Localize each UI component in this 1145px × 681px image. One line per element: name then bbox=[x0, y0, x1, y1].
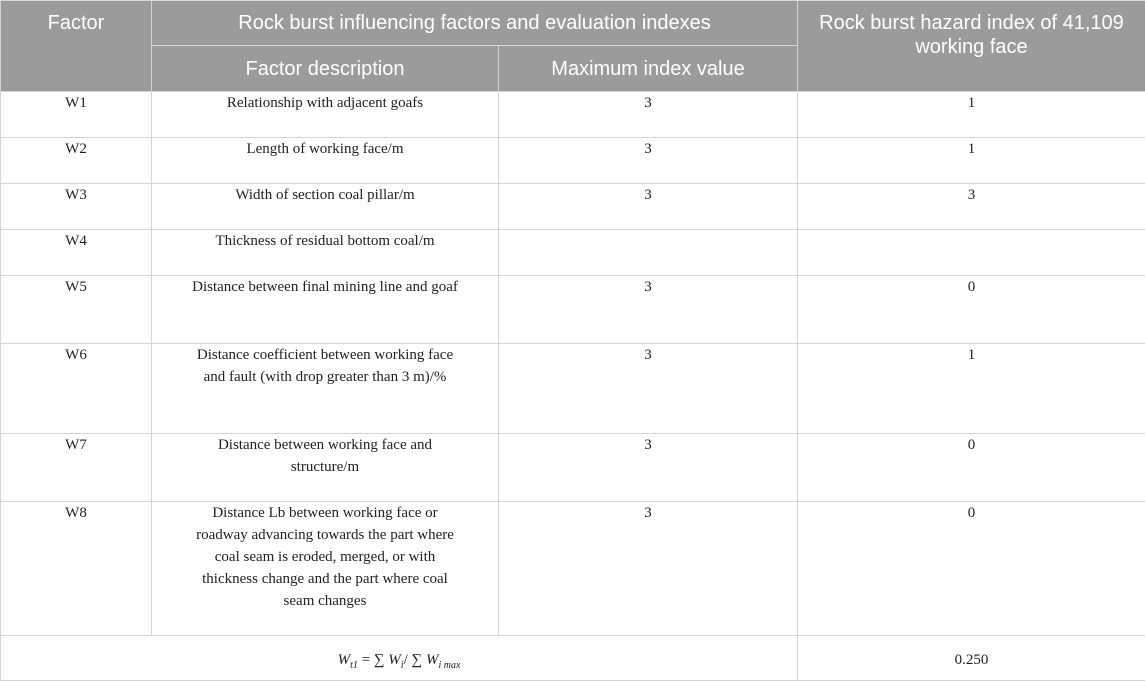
description-cell: Distance Lb between working face or roadway advancing towards the part where coal seam is eroded, merged, or with thickness change and the part where coal seam changes bbox=[152, 502, 499, 636]
max-index-cell bbox=[499, 230, 798, 276]
formula-t1: t1 bbox=[350, 660, 358, 671]
formula-w: W bbox=[338, 652, 351, 668]
header-description: Factor description bbox=[152, 46, 499, 92]
table-row bbox=[1, 184, 1145, 230]
formula-slash: / bbox=[404, 652, 408, 668]
header-hazard: Rock burst hazard index of 41,109 working face bbox=[798, 1, 1145, 92]
max-index-cell: 3 bbox=[499, 344, 798, 434]
header-group: Rock burst influencing factors and evaluation indexes bbox=[152, 1, 798, 46]
formula-wi: W bbox=[388, 652, 401, 668]
description-cell: Distance between working face and structure/m bbox=[152, 434, 499, 502]
formula-text bbox=[338, 652, 461, 668]
header-max-index: Maximum index value bbox=[499, 46, 798, 92]
description-cell: Thickness of residual bottom coal/m bbox=[152, 230, 499, 276]
table-row bbox=[1, 92, 1145, 138]
table-header bbox=[1, 1, 1145, 92]
hazard-cell: 0 bbox=[798, 502, 1145, 636]
max-index-cell: 3 bbox=[499, 138, 798, 184]
hazard-cell: 1 bbox=[798, 138, 1145, 184]
description-cell: Distance between final mining line and goaf bbox=[152, 276, 499, 344]
max-index-cell: 3 bbox=[499, 276, 798, 344]
hazard-cell: 1 bbox=[798, 92, 1145, 138]
summary-formula bbox=[1, 636, 798, 681]
max-index-cell: 3 bbox=[499, 184, 798, 230]
factor-cell: W5 bbox=[1, 276, 152, 344]
header-factor: Factor bbox=[1, 1, 152, 92]
factor-cell: W6 bbox=[1, 344, 152, 434]
table-row bbox=[1, 138, 1145, 184]
factor-cell: W8 bbox=[1, 502, 152, 636]
hazard-cell bbox=[798, 230, 1145, 276]
hazard-cell: 3 bbox=[798, 184, 1145, 230]
table-row bbox=[1, 434, 1145, 502]
factor-cell: W2 bbox=[1, 138, 152, 184]
formula-i: i bbox=[401, 660, 404, 671]
summary-value: 0.250 bbox=[798, 636, 1145, 681]
formula-equals: = bbox=[362, 652, 370, 668]
table-row bbox=[1, 344, 1145, 434]
description-cell: Width of section coal pillar/m bbox=[152, 184, 499, 230]
factor-cell: W4 bbox=[1, 230, 152, 276]
factor-cell: W1 bbox=[1, 92, 152, 138]
summary-row bbox=[1, 636, 1145, 681]
table-row bbox=[1, 230, 1145, 276]
table-row bbox=[1, 276, 1145, 344]
max-index-cell: 3 bbox=[499, 502, 798, 636]
factor-cell: W7 bbox=[1, 434, 152, 502]
formula-sum-2: ∑ bbox=[412, 652, 423, 668]
description-cell: Length of working face/m bbox=[152, 138, 499, 184]
description-cell: Relationship with adjacent goafs bbox=[152, 92, 499, 138]
max-index-cell: 3 bbox=[499, 434, 798, 502]
table-row bbox=[1, 502, 1145, 636]
max-index-cell: 3 bbox=[499, 92, 798, 138]
formula-imax: i max bbox=[438, 660, 460, 671]
factor-cell: W3 bbox=[1, 184, 152, 230]
hazard-cell: 0 bbox=[798, 434, 1145, 502]
description-cell: Distance coefficient between working face and fault (with drop greater than 3 m)/% bbox=[152, 344, 499, 434]
hazard-cell: 1 bbox=[798, 344, 1145, 434]
table-body bbox=[1, 92, 1145, 681]
hazard-cell: 0 bbox=[798, 276, 1145, 344]
formula-wimax: W bbox=[426, 652, 439, 668]
formula-sum: ∑ bbox=[374, 652, 385, 668]
